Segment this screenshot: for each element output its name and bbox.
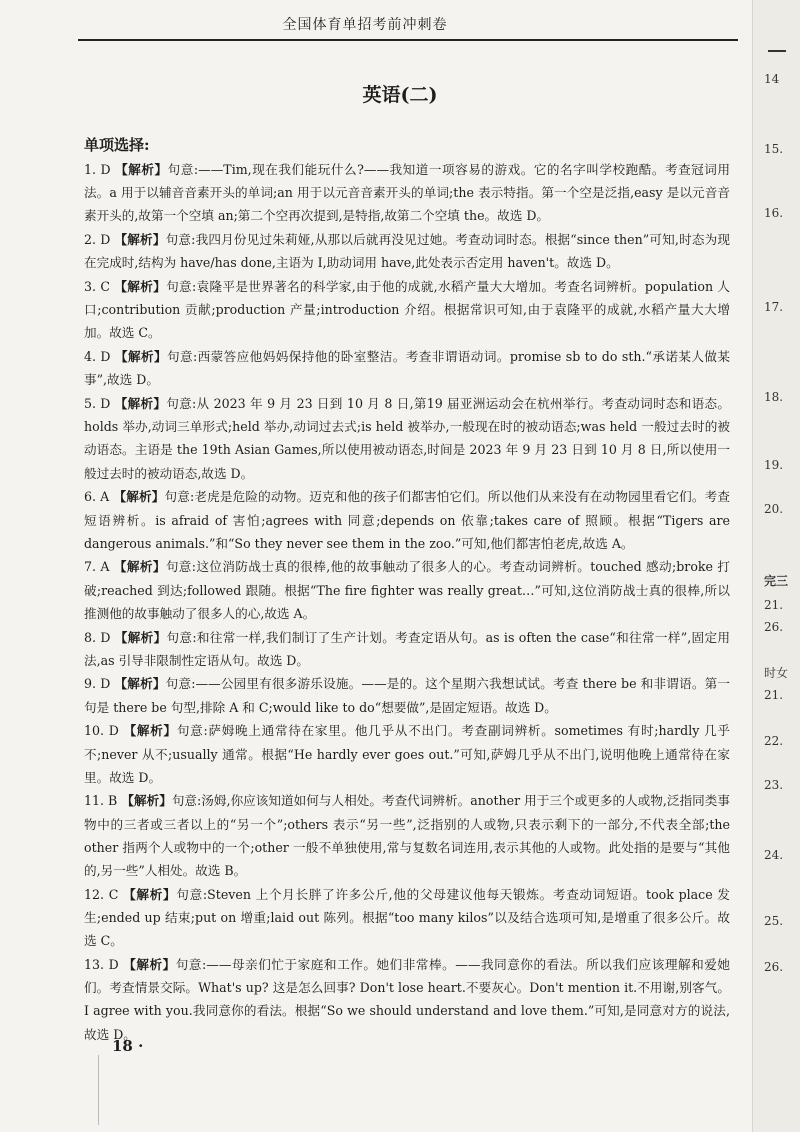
- adjacent-page-label: 21.: [764, 598, 784, 612]
- adjacent-page-label: 24.: [764, 848, 784, 862]
- adjacent-page-label: 20.: [764, 502, 784, 516]
- adjacent-page-label: 完三: [764, 574, 789, 588]
- answer-item: 1. D 【解析】句意:——Tim,现在我们能玩什么?——我知道一项容易的游戏。它的名字叫学校跑酷。考查冠词用法。a 用于以辅音音素开头的单词;an 用于以元音音素开头的单词;the 表示特指。第一个空是泛指,easy 是以元音音素开头的,故第一个空填 an;第二个空再次提到,是特指,故第二个空填 the。故选 D。: [84, 162, 730, 224]
- answer-item: 8. D 【解析】句意:和往常一样,我们制订了生产计划。考查定语从句。as is often the case“和往常一样”,固定用法,as 引导非限制性定语从句。故选 D。: [84, 629, 730, 668]
- adjacent-page-label: 14: [764, 72, 780, 86]
- answer-item: 6. A 【解析】句意:老虎是危险的动物。迈克和他的孩子们都害怕它们。所以他们从来没有在动物园里看它们。考查短语辨析。is afraid of 害怕;agrees with 同意;depends on 依靠;takes care of 照顾。根据“Tigers are dangerous animals.”和“So they never see them in the zoo.”可知,他们都害怕老虎,故选 A。: [84, 489, 730, 551]
- answer-item: 3. C 【解析】句意:袁隆平是世界著名的科学家,由于他的成就,水稻产量大大增加。考查名词辨析。population 人口;contribution 贡献;production 产量;introduction 介绍。根据常识可知,由于袁隆平的成就,水稻产量大大增加。故选 C。: [84, 279, 730, 341]
- answer-item: 10. D 【解析】句意:萨姆晚上通常待在家里。他几乎从不出门。考查副词辨析。sometimes 有时;hardly 几乎不;never 从不;usually 通常。根据“He hardly ever goes out.”可知,萨姆几乎从不出门,说明他晚上通常待在家里。故选 D。: [84, 723, 730, 785]
- binding-margin-line: [98, 1055, 99, 1125]
- header-divider: [78, 39, 738, 41]
- adjacent-page-label: 26.: [764, 620, 784, 634]
- answer-item: 7. A 【解析】句意:这位消防战士真的很棒,他的故事触动了很多人的心。考查动词辨析。touched 感动;broke 打破;reached 到达;followed 跟随。根据“The fire fighter was really great…”可知,这位消防战士真的很棒,所以推测他的故事触动了很多人的心,故选 A。: [84, 559, 730, 621]
- answer-item: 5. D 【解析】句意:从 2023 年 9 月 23 日到 10 月 8 日,第19 届亚洲运动会在杭州举行。考查动词时态和语态。holds 举办,动词三单形式;held 举办,动词过去式;is held 被举办,一般现在时的被动语态;was held 一般过去时的被动语态。主语是 the 19th Asian Games,所以使用被动语态,时间是 2023 年 9 月 23 日到 10 月 8 日,所以使用一般过去时的被动语态,故选 D。: [84, 396, 730, 481]
- answer-item: 12. C 【解析】句意:Steven 上个月长胖了许多公斤,他的父母建议他每天锻炼。考查动词短语。took place 发生;ended up 结束;put on 增重;laid out 陈列。根据“too many kilos”以及结合选项可知,是增重了很多公斤。故选 C。: [84, 886, 730, 949]
- adjacent-page-label: 21.: [764, 688, 784, 702]
- section-heading: 单项选择:: [84, 136, 150, 154]
- adjacent-page-rule: [768, 50, 786, 52]
- page-title: 英语(二): [362, 84, 438, 106]
- answer-item: 4. D 【解析】句意:西蒙答应他妈妈保持他的卧室整洁。考查非谓语动词。promise sb to do sth.“承诺某人做某事”,故选 D。: [84, 349, 730, 388]
- adjacent-page-label: 时女: [764, 666, 789, 680]
- adjacent-page-label: 17.: [764, 300, 784, 314]
- adjacent-page-label: 15.: [764, 142, 784, 156]
- answer-list: [84, 158, 730, 1046]
- adjacent-page-label: 22.: [764, 734, 784, 748]
- answer-item: 11. B 【解析】句意:汤姆,你应该知道如何与人相处。考查代词辨析。another 用于三个或更多的人或物,泛指同类事物中的三者或三者以上的“另一个”;others 表示“另一些”,泛指别的人或物,只表示剩下的一部分,不代表全部;the other 指两个人或物中的一个;other 一般不单独使用,常与复数名词连用,表示其他的人或物。此处指的是要与“其他的,另一些”人相处。故选 B。: [84, 793, 730, 879]
- running-header: 全国体育单招考前冲刺卷: [282, 17, 448, 33]
- adjacent-page-label: 16.: [764, 206, 784, 220]
- page-number: 18 ·: [112, 1037, 144, 1055]
- adjacent-page-label: 19.: [764, 458, 784, 472]
- adjacent-page-label: 26.: [764, 960, 784, 974]
- answer-item: 2. D 【解析】句意:我四月份见过朱莉娅,从那以后就再没见过她。考查动词时态。根据“since then”可知,时态为现在完成时,结构为 have/has done,主语为 I,助动词用 have,此处表示否定用 haven't。故选 D。: [84, 232, 730, 271]
- answer-item: 9. D 【解析】句意:——公园里有很多游乐设施。——是的。这个星期六我想试试。考查 there be 和非谓语。第一句是 there be 句型,排除 A 和 C;would like to do“想要做”,是固定短语。故选 D。: [84, 676, 731, 715]
- adjacent-page-label: 25.: [764, 914, 784, 928]
- adjacent-page-label: 23.: [764, 778, 784, 792]
- adjacent-page-label: 18.: [764, 390, 784, 404]
- answer-item: 13. D 【解析】句意:——母亲们忙于家庭和工作。她们非常棒。——我同意你的看法。所以我们应该理解和爱她们。考查情景交际。What's up? 这是怎么回事? Don't lose heart.不要灰心。Don't mention it.不用谢,别客气。I agree with you.我同意你的看法。根据“So we should understand and love them.”可知,是同意对方的说法,故选 D。: [84, 956, 730, 1042]
